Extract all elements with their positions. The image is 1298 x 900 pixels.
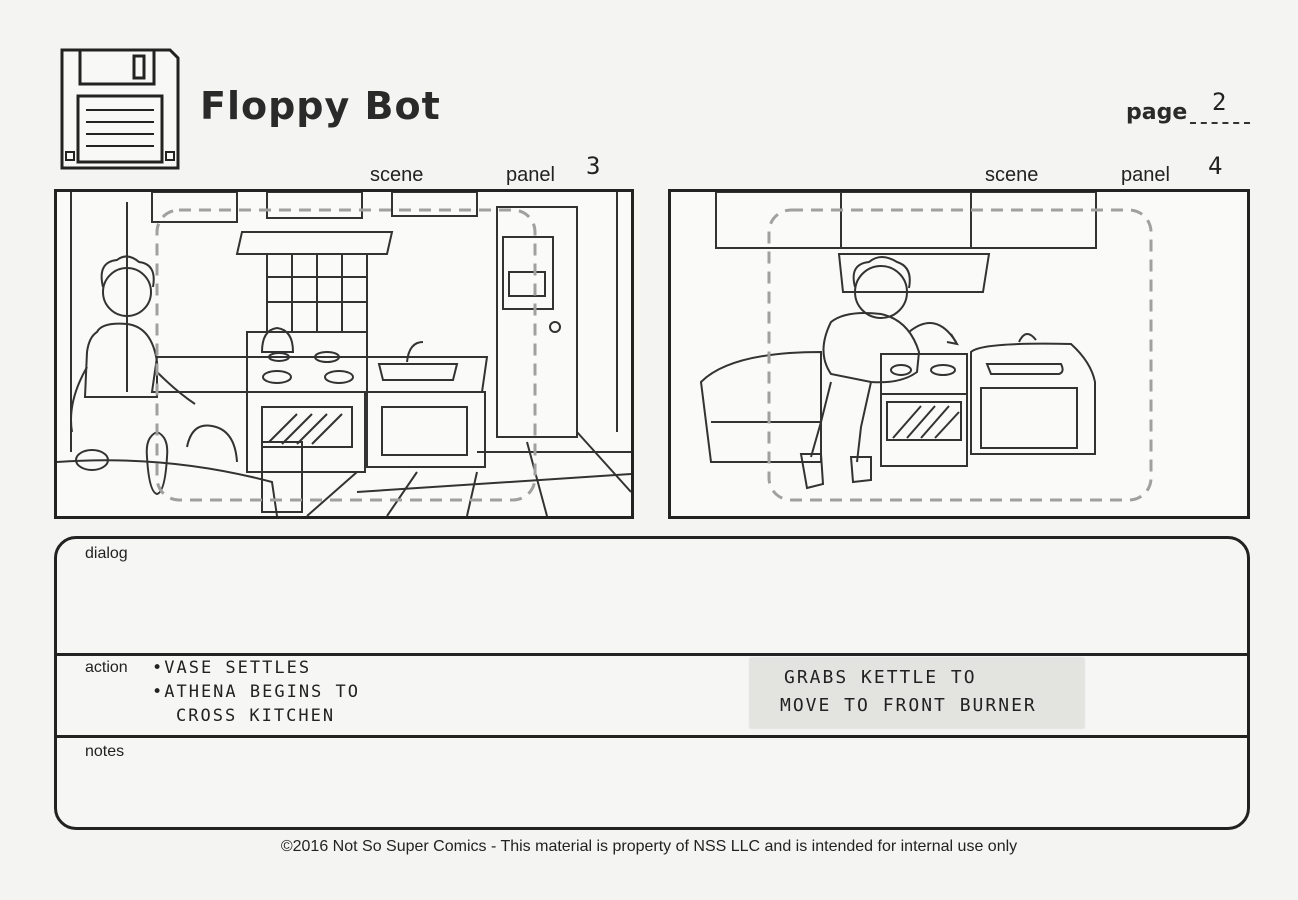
action-text-right [780, 664, 1037, 720]
action-label: action [85, 659, 128, 676]
panel-2-sketch [671, 192, 1247, 516]
action-line-3: CROSS KITCHEN [176, 706, 336, 726]
form-divider-2 [57, 735, 1247, 738]
action-line-1: •VASE SETTLES [152, 658, 312, 678]
panel-1-sketch [57, 192, 631, 516]
panel-1-panel-label: panel [506, 164, 555, 186]
dialog-label: dialog [85, 545, 128, 562]
panel-2-number: 4 [1208, 152, 1225, 180]
page-number-line [1190, 122, 1250, 124]
page-title: Floppy Bot [200, 84, 441, 128]
storyboard-panel-2 [668, 189, 1250, 519]
panel-2-scene-label: scene [985, 164, 1039, 186]
notes-label: notes [85, 743, 125, 760]
action-right-line-1: GRABS KETTLE TO [784, 667, 977, 688]
action-right-line-2: MOVE TO FRONT BURNER [780, 695, 1037, 716]
action-text-left [152, 656, 360, 728]
action-line-2: •ATHENA BEGINS TO [152, 682, 360, 702]
panel-2-panel-label: panel [1121, 164, 1170, 186]
page-number: 2 [1212, 88, 1229, 116]
storyboard-panel-1 [54, 189, 634, 519]
floppy-disk-icon [58, 46, 182, 172]
panel-1-scene-label: scene [370, 164, 424, 186]
copyright-footer: ©2016 Not So Super Comics - This material is property of NSS LLC and is intended for internal use only [280, 838, 1018, 855]
panel-1-number: 3 [586, 152, 603, 180]
page-label: page [1126, 100, 1188, 125]
